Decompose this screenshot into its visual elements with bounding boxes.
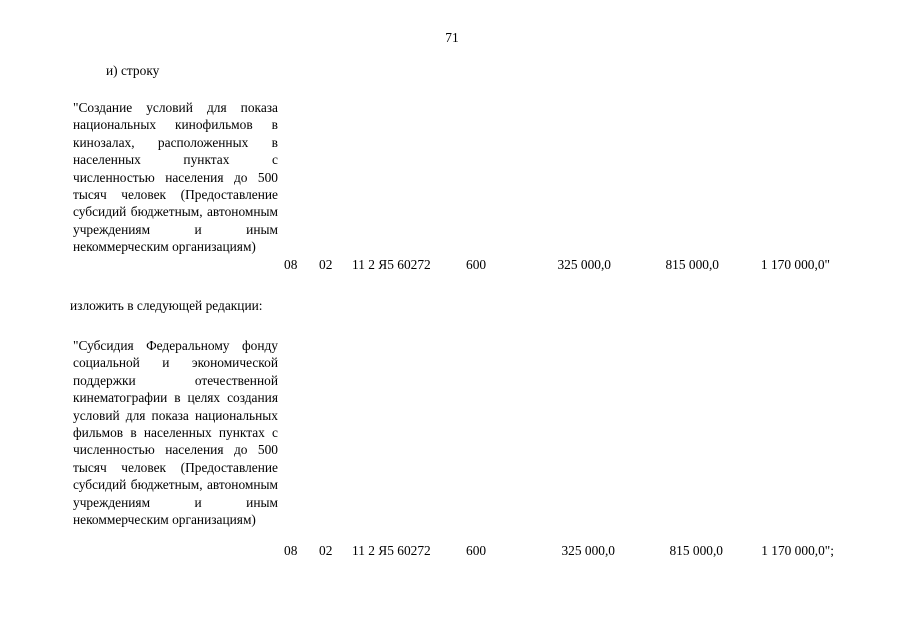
intro-text: и) строку	[106, 63, 160, 78]
old-row-year3-amount: 1 170 000,0"	[760, 257, 830, 272]
new-row-expense-type: 600	[466, 543, 487, 558]
new-row-section: 08	[284, 543, 298, 558]
old-row-target-article: 11 2 Я5 60272	[352, 257, 431, 272]
old-row-year2-amount: 815 000,0	[665, 257, 719, 272]
old-row	[0, 256, 904, 274]
transition-text: изложить в следующей редакции:	[70, 298, 263, 313]
new-row	[0, 542, 904, 560]
new-row-target-article: 11 2 Я5 60272	[352, 543, 431, 558]
new-row-description: "Субсидия Федеральному фонду социальной и экономической поддержки отечественной кинематографии в целях создания условий для показа национальных фильмов в населенных пунктах с численностью населения до 500 тысяч человек (Предоставление субсидий бюджетным, автономным учреждениям и иным некоммерческим организациям)	[73, 338, 278, 528]
old-row-description: "Создание условий для показа национальных кинофильмов в кинозалах, расположенных в населенных пунктах с численностью населения до 500 тысяч человек (Предоставление субсидий бюджетным, автономным учреждениям и иным некоммерческим организациям)	[73, 100, 278, 255]
new-row-year3-amount: 1 170 000,0";	[761, 543, 834, 558]
old-row-subsection: 02	[319, 257, 333, 272]
page-number: 71	[445, 30, 459, 45]
new-row-year2-amount: 815 000,0	[669, 543, 723, 558]
old-row-section: 08	[284, 257, 298, 272]
new-row-year1-amount: 325 000,0	[561, 543, 615, 558]
old-row-year1-amount: 325 000,0	[557, 257, 611, 272]
old-row-expense-type: 600	[466, 257, 487, 272]
new-row-subsection: 02	[319, 543, 333, 558]
